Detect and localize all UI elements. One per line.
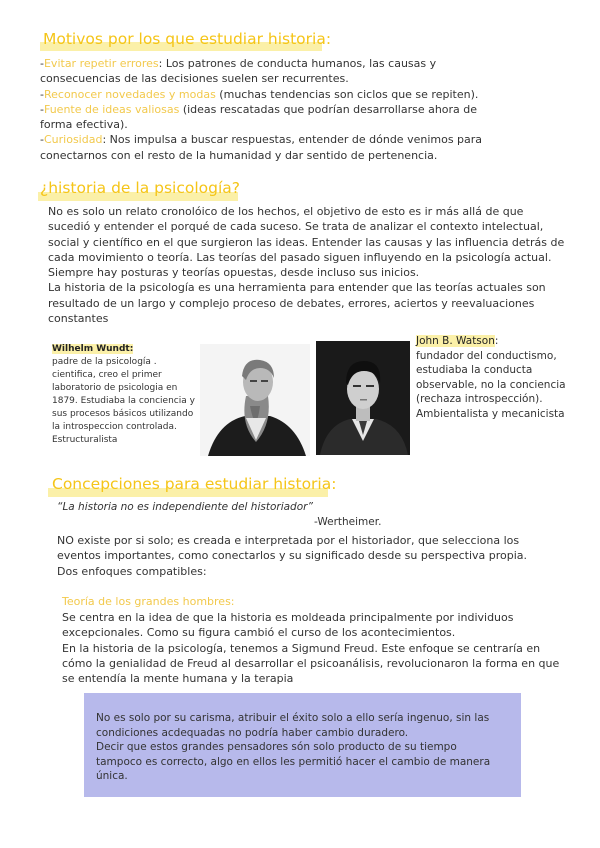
item-key: Reconocer novedades y modas [43, 87, 216, 101]
paragraph-line: social y científico en el que surgieron las ideas. Entender las causas y las influencia detrás de [48, 235, 565, 249]
item-key: Curiosidad [43, 133, 103, 147]
caption-line: sus procesos básicos utilizando [52, 409, 194, 419]
section3-paragraph [57, 533, 577, 579]
paragraph-line: se entendía la mente humana y la terapia [62, 672, 294, 686]
list-item-continuation: consecuencias de las decisiones suelen ser recurrentes. [40, 72, 349, 86]
watson-photo [316, 341, 410, 455]
paragraph-line: NO existe por si solo; es creada e interpretada por el historiador, que selecciona los [57, 534, 520, 547]
list-item: -Evitar repetir errores: Los patrones de conducta humanos, las causas y [40, 57, 437, 70]
paragraph-line: Se centra en la idea de que la historia es moldeada principalmente por individuos [62, 611, 514, 624]
item-text: : Los patrones de conducta humanos, las causas y [158, 57, 437, 70]
section3-quote: “La historia no es independiente del historiador” [57, 501, 313, 513]
caption-line: fundador del conductismo, [416, 349, 557, 362]
caption-line: cientifica, creo el primer [52, 370, 162, 380]
list-item-continuation: conectarnos con el resto de la humanidad y dar sentido de pertenencia. [40, 148, 438, 162]
list-item: -Curiosidad: Nos impulsa a buscar respuestas, entender de dónde venimos para [40, 133, 483, 147]
paragraph-line: No es solo un relato cronolóico de los hechos, el objetivo de esto es ir más allá de que [48, 205, 524, 218]
caption-line: la introspeccion controlada. [52, 422, 177, 432]
list-item: -Fuente de ideas valiosas (ideas rescatadas que podrían desarrollarse ahora de [40, 102, 478, 116]
section3-subtitle: Teoría de los grandes hombres: [62, 595, 235, 608]
paragraph-line: cada movimiento o teoría. Las teorías del pasado siguen influyendo en la psicología actual. [48, 250, 552, 264]
caption-line: 1879. Estudiaba la conciencia y [52, 396, 195, 406]
paragraph-line: constantes [48, 312, 109, 326]
paragraph-line: cómo la genialidad de Freud al desarrollar el psicoanálisis, revolucionaron la forma en que [62, 656, 560, 670]
paragraph-line: En la historia de la psicología, tenemos a Sigmund Freud. Este enfoque se centraría en [62, 641, 541, 655]
list-item-continuation: forma efectiva). [40, 118, 128, 132]
caption-line: Ambientalista y mecanicista [416, 407, 565, 420]
caption-line: laboratorio de psicologia en [52, 383, 178, 393]
watson-caption [416, 334, 586, 421]
note-line: condiciones acdequadas no podría haber cambio duradero. [96, 726, 409, 739]
paragraph-line: La historia de la psicología es una herramienta para entender que las teorías actuales son [48, 281, 546, 295]
item-text: (muchas tendencias son ciclos que se repiten). [215, 87, 479, 101]
paragraph-line: Siempre hay posturas y teorías opuestas, desde incluso sus inicios. [48, 266, 420, 280]
section3-quote-author: -Wertheimer. [314, 516, 382, 528]
note-line: No es solo por su carisma, atribuir el éxito solo a ello sería ingenuo, sin las [96, 712, 490, 724]
item-key: Fuente de ideas valiosas [43, 102, 180, 116]
caption-line: observable, no la conciencia [416, 378, 566, 391]
section1-title: Motivos por los que estudiar historia: [43, 30, 332, 48]
section3-subparagraph [62, 610, 582, 686]
item-text: : Nos impulsa a buscar respuestas, entender de dónde venimos para [102, 133, 483, 147]
paragraph-line: resultado de un largo y complejo proceso de debates, errores, aciertos y reevaluaciones [48, 296, 535, 310]
note-line: Decir que estos grandes pensadores són solo producto de su tiempo [96, 741, 457, 753]
note-line: única. [96, 770, 128, 782]
caption-line: Estructuralista [52, 435, 118, 445]
section2-title: ¿historia de la psicología? [40, 179, 241, 197]
caption-line: (rechaza introspección). [416, 393, 543, 405]
section3-title: Concepciones para estudiar historia: [52, 475, 337, 493]
wundt-photo [200, 344, 310, 456]
section2-paragraph [48, 204, 568, 326]
paragraph-line: eventos importantes, como conectarlos y su significado desde su perspectiva propia. [57, 549, 528, 563]
item-text: (ideas rescatadas que podrían desarrollarse ahora de [179, 102, 478, 116]
section1-list [40, 56, 560, 163]
caption-line: estudiaba la conducta [416, 364, 533, 376]
watson-name: John B. Watson [416, 335, 495, 347]
watson-colon: : [494, 335, 499, 347]
paragraph-line: excepcionales. Como su figura cambió el curso de los acontecimientos. [62, 626, 456, 640]
list-item: -Reconocer novedades y modas (muchas tendencias son ciclos que se repiten). [40, 87, 479, 101]
caption-line: padre de la psicología . [52, 357, 157, 367]
note-line: tampoco es correcto, algo en ellos les permitió hacer el cambio de manera [96, 755, 491, 768]
wundt-caption [52, 343, 212, 447]
paragraph-line: Dos enfoques compatibles: [57, 564, 207, 578]
note-box [84, 693, 521, 797]
wundt-name: Wilhelm Wundt: [52, 344, 134, 354]
item-key: Evitar repetir errores [43, 57, 159, 70]
paragraph-line: sucedió y entender el porqué de cada suceso. Se trata de analizar el contexto intelectual, [48, 220, 544, 234]
